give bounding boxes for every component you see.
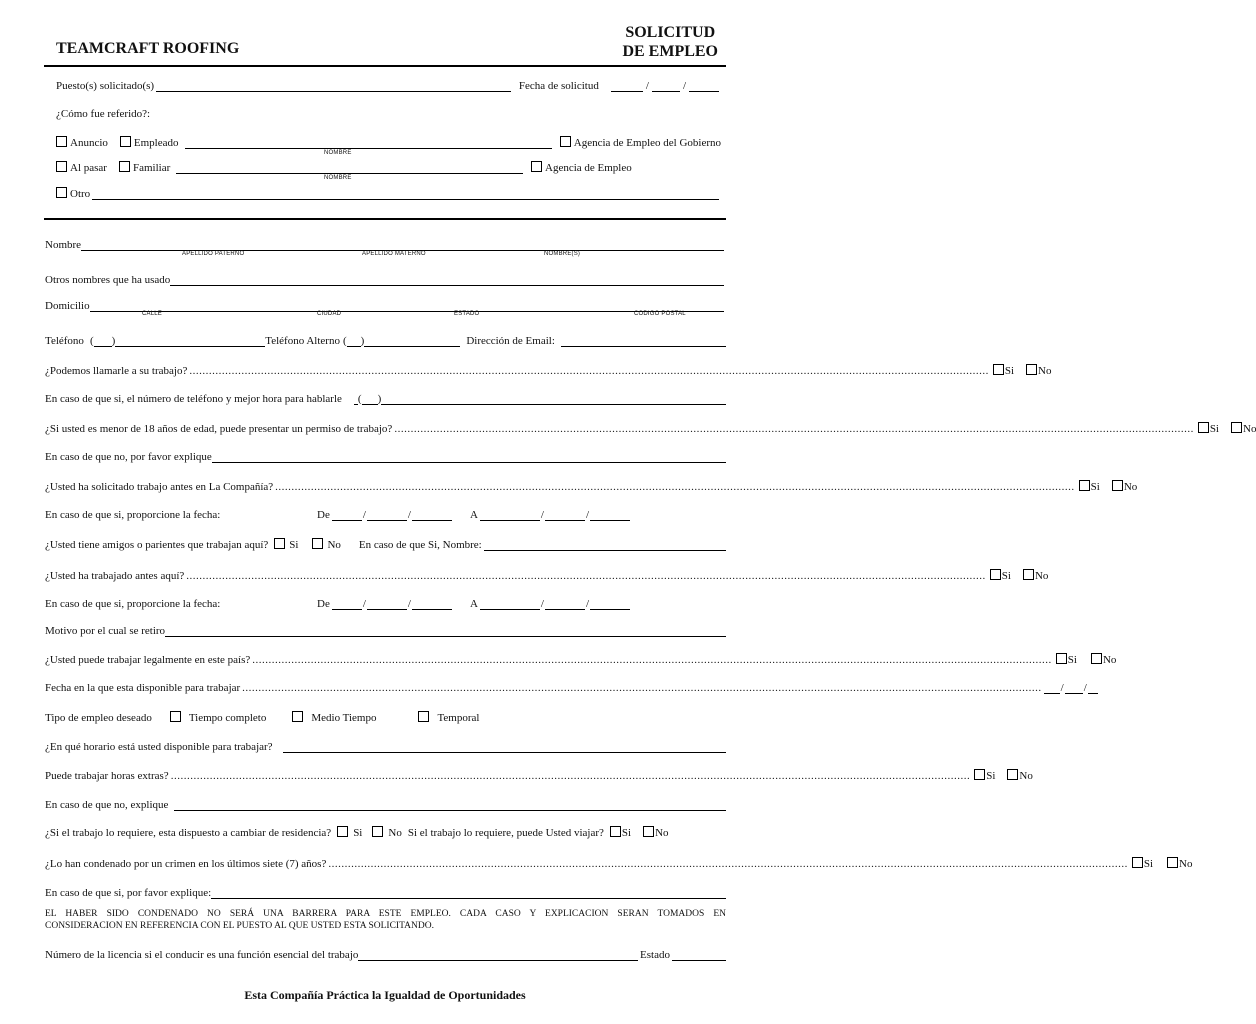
license-row	[45, 945, 726, 961]
license-state-field[interactable]	[672, 949, 726, 961]
applied-before-row	[45, 477, 1138, 493]
no-label: No	[1019, 770, 1033, 782]
email-field[interactable]	[561, 335, 726, 347]
travel-question: Si el trabajo lo requiere, puede Usted viajar?	[407, 827, 604, 839]
al-pasar-label: Al pasar	[70, 162, 107, 174]
position-label: Puesto(s) solicitado(s)	[56, 80, 155, 92]
travel-si-checkbox[interactable]	[610, 826, 621, 837]
travel-no-checkbox[interactable]	[643, 826, 654, 837]
date-separator: /	[645, 80, 649, 92]
friends-si-checkbox[interactable]	[274, 538, 285, 549]
no-label: No	[1243, 423, 1256, 435]
leader-dots: ......................................................................................................................................................................................................................................................	[252, 654, 1052, 666]
no-label: No	[1123, 481, 1138, 493]
phone-area-open: (	[89, 335, 94, 347]
nombres-sublabel: NOMBRE(S)	[544, 251, 581, 257]
alt-phone-area-open: (	[342, 335, 347, 347]
convicted-explain-field[interactable]	[211, 887, 726, 899]
anuncio-label: Anuncio	[70, 137, 108, 149]
no-label: No	[388, 827, 402, 839]
other-names-label: Otros nombres que ha usado	[45, 274, 171, 286]
alt-phone-area-code[interactable]	[347, 335, 361, 347]
si-label: Si	[1143, 858, 1154, 870]
no-label: No	[1034, 570, 1049, 582]
leader-dots: ......................................................................................................................................................................................................................................................	[186, 570, 986, 582]
conviction-note-line-1: EL HABER SIDO CONDENADO NO SERÁ UNA BARRERA PARA ESTE EMPLEO. CADA CASO Y EXPLICACION SERAN TOMADOS EN	[45, 909, 726, 919]
convicted-explain-label: En caso de que si, por favor explique:	[45, 887, 212, 899]
phone-field[interactable]	[115, 335, 265, 347]
application-date-month[interactable]	[611, 80, 643, 92]
available-date-row	[45, 678, 1087, 694]
si-label: Si	[289, 539, 299, 551]
overtime-si-checkbox[interactable]	[974, 769, 985, 780]
agencia-gobierno-label: Agencia de Empleo del Gobierno	[573, 137, 721, 149]
worked-to-year[interactable]	[590, 598, 630, 610]
date-separator: /	[1060, 682, 1064, 694]
applied-from-year[interactable]	[412, 509, 452, 521]
leader-dots: ......................................................................................................................................................................................................................................................	[242, 682, 1042, 694]
codigo-postal-sublabel: CODIGO POSTAL	[634, 311, 686, 317]
phone-row	[45, 331, 726, 347]
available-day[interactable]	[1065, 682, 1083, 694]
license-field[interactable]	[358, 949, 638, 961]
reason-left-label: Motivo por el cual se retiro	[45, 625, 166, 637]
date-separator: /	[1083, 682, 1087, 694]
applied-to-month[interactable]	[480, 509, 540, 521]
familiar-checkbox[interactable]	[119, 161, 130, 172]
relocate-row	[45, 823, 726, 839]
leader-dots: ......................................................................................................................................................................................................................................................	[275, 481, 1075, 493]
applied-to-year[interactable]	[590, 509, 630, 521]
convicted-si-checkbox[interactable]	[1132, 857, 1143, 868]
applied-from-month[interactable]	[332, 509, 362, 521]
license-state-label: Estado	[640, 949, 670, 961]
overtime-explain-field[interactable]	[174, 799, 726, 811]
date-separator: /	[682, 80, 686, 92]
minor-question: ¿Si usted es menor de 18 años de edad, puede presentar un permiso de trabajo?	[45, 423, 393, 435]
referral-question-row	[56, 104, 721, 120]
empleado-name-sublabel: NOMBRE	[324, 150, 352, 156]
full-time-label: Tiempo completo	[188, 712, 267, 724]
phone-area-code[interactable]	[94, 335, 112, 347]
empleado-name-field[interactable]	[185, 137, 552, 149]
job-type-row	[45, 708, 726, 724]
worked-from-year[interactable]	[412, 598, 452, 610]
minor-no-checkbox[interactable]	[1231, 422, 1242, 433]
agencia-gobierno-checkbox[interactable]	[560, 136, 571, 147]
worked-from-month[interactable]	[332, 598, 362, 610]
si-label: Si	[1067, 654, 1077, 666]
date-separator: /	[540, 509, 544, 521]
conviction-note-line-2: CONSIDERACION EN REFERENCIA CON EL PUESTO AL QUE USTED ESTA SOLICITANDO.	[45, 921, 434, 931]
familiar-name-sublabel: NOMBRE	[324, 175, 352, 181]
agencia-checkbox[interactable]	[531, 161, 542, 172]
title-line-2: DE EMPLEO	[622, 43, 718, 60]
worked-dates-label: En caso de que si, proporcione la fecha:	[45, 598, 221, 610]
agencia-label: Agencia de Empleo	[545, 162, 632, 174]
applied-before-si-checkbox[interactable]	[1079, 480, 1090, 491]
convicted-no-checkbox[interactable]	[1167, 857, 1178, 868]
referral-question: ¿Cómo fue referido?:	[56, 108, 151, 120]
no-label: No	[1102, 654, 1117, 666]
part-time-checkbox[interactable]	[292, 711, 303, 722]
alt-phone-field[interactable]	[364, 335, 460, 347]
paren-close: )	[377, 393, 382, 405]
overtime-row	[45, 766, 1033, 782]
document-title	[622, 23, 718, 61]
worked-to-day[interactable]	[545, 598, 585, 610]
convicted-question: ¿Lo han condenado por un crimen en los últimos siete (7) años?	[45, 858, 327, 870]
legal-work-no-checkbox[interactable]	[1091, 653, 1102, 664]
temporary-label: Temporal	[437, 712, 480, 724]
worked-before-no-checkbox[interactable]	[1023, 569, 1034, 580]
legal-work-question: ¿Usted puede trabajar legalmente en este país?	[45, 654, 251, 666]
relocate-question: ¿Si el trabajo lo requiere, esta dispuesto a cambiar de residencia?	[45, 827, 332, 839]
friends-question: ¿Usted tiene amigos o parientes que trabajan aquí?	[45, 539, 269, 551]
friends-name-field[interactable]	[484, 539, 726, 551]
minor-row	[45, 419, 1256, 435]
no-label: No	[1038, 365, 1052, 377]
leader-dots: ......................................................................................................................................................................................................................................................	[394, 423, 1194, 435]
empleado-checkbox[interactable]	[120, 136, 131, 147]
overtime-explain-row	[45, 795, 726, 811]
referral-row-2	[56, 158, 721, 174]
other-names-row	[45, 270, 726, 286]
name-field[interactable]	[81, 239, 724, 251]
schedule-field[interactable]	[283, 741, 726, 753]
familiar-name-field[interactable]	[176, 162, 523, 174]
application-date-day[interactable]	[652, 80, 680, 92]
call-work-no-checkbox[interactable]	[1026, 364, 1037, 375]
call-work-row	[45, 361, 1052, 377]
applied-to-day[interactable]	[545, 509, 585, 521]
call-work-area-code[interactable]	[362, 393, 378, 405]
available-month[interactable]	[1044, 682, 1060, 694]
si-label: Si	[621, 827, 632, 839]
date-separator: /	[362, 509, 366, 521]
legal-work-si-checkbox[interactable]	[1056, 653, 1067, 664]
call-work-question: ¿Podemos llamarle a su trabajo?	[45, 365, 188, 377]
leader-dots: ......................................................................................................................................................................................................................................................	[328, 858, 1128, 870]
name-row	[45, 235, 726, 251]
friends-row	[45, 535, 726, 551]
from-label: De	[317, 509, 330, 521]
phone-label: Teléfono	[45, 335, 84, 347]
no-label: No	[1179, 858, 1193, 870]
no-label: No	[327, 539, 341, 551]
to-label: A	[469, 509, 478, 521]
referral-row-1	[56, 133, 721, 149]
si-label: Si	[1004, 365, 1015, 377]
calle-sublabel: CALLE	[142, 311, 163, 317]
alt-phone-area-close: )	[360, 335, 365, 347]
relocate-no-checkbox[interactable]	[372, 826, 383, 837]
si-label: Si	[353, 827, 363, 839]
title-line-1: SOLICITUD	[625, 24, 716, 41]
available-date-label: Fecha en la que esta disponible para trabajar	[45, 682, 241, 694]
schedule-question: ¿En qué horario está usted disponible para trabajar?	[45, 741, 273, 753]
license-label: Número de la licencia si el conducir es una función esencial del trabajo	[45, 949, 359, 961]
other-names-field[interactable]	[170, 274, 724, 286]
address-label: Domicilio	[45, 300, 90, 312]
position-row	[56, 76, 721, 92]
otro-field[interactable]	[92, 188, 719, 200]
leader-dots: ......................................................................................................................................................................................................................................................	[189, 365, 989, 377]
legal-work-row	[45, 650, 1117, 666]
phone-area-close: )	[111, 335, 116, 347]
anuncio-checkbox[interactable]	[56, 136, 67, 147]
paren-open: (	[357, 393, 362, 405]
job-type-label: Tipo de empleo deseado	[45, 712, 152, 724]
friends-name-label: En caso de que Si, Nombre:	[358, 539, 482, 551]
date-separator: /	[362, 598, 366, 610]
applied-before-no-checkbox[interactable]	[1112, 480, 1123, 491]
minor-explain-row	[45, 447, 726, 463]
application-date-year[interactable]	[689, 80, 719, 92]
minor-explain-label: En caso de que no, por favor explique	[45, 451, 212, 463]
call-work-phone-field[interactable]	[381, 393, 726, 405]
worked-from-day[interactable]	[367, 598, 407, 610]
section-rule	[44, 218, 726, 220]
apellido-materno-sublabel: APELLIDO MATERNO	[362, 251, 426, 257]
ciudad-sublabel: CIUDAD	[317, 311, 342, 317]
overtime-question: Puede trabajar horas extras?	[45, 770, 169, 782]
relocate-si-checkbox[interactable]	[337, 826, 348, 837]
schedule-row	[45, 737, 726, 753]
address-field[interactable]	[90, 300, 724, 312]
date-separator: /	[585, 509, 590, 521]
overtime-explain-label: En caso de que no, explique	[45, 799, 169, 811]
call-work-si-checkbox[interactable]	[993, 364, 1004, 375]
leader-dots: ......................................................................................................................................................................................................................................................	[170, 770, 971, 782]
header-rule	[44, 65, 726, 67]
applied-dates-label: En caso de que si, proporcione la fecha:	[45, 509, 221, 521]
overtime-no-checkbox[interactable]	[1007, 769, 1018, 780]
position-field[interactable]	[156, 80, 511, 92]
convicted-row	[45, 854, 1193, 870]
date-separator: /	[585, 598, 590, 610]
date-separator: /	[407, 598, 411, 610]
estado-sublabel: ESTADO	[454, 311, 480, 317]
reason-left-field[interactable]	[165, 625, 726, 637]
minor-explain-field[interactable]	[212, 451, 726, 463]
si-label: Si	[1001, 570, 1011, 582]
date-separator: /	[540, 598, 544, 610]
applied-before-question: ¿Usted ha solicitado trabajo antes en La Compañía?	[45, 481, 274, 493]
al-pasar-checkbox[interactable]	[56, 161, 67, 172]
worked-before-si-checkbox[interactable]	[990, 569, 1001, 580]
part-time-label: Medio Tiempo	[311, 712, 377, 724]
referral-row-3	[56, 184, 721, 200]
full-time-checkbox[interactable]	[170, 711, 181, 722]
address-row	[45, 296, 726, 312]
worked-to-month[interactable]	[480, 598, 540, 610]
applied-from-day[interactable]	[367, 509, 407, 521]
application-date-label: Fecha de solicitud	[518, 80, 599, 92]
apellido-paterno-sublabel: APELLIDO PATERNO	[182, 251, 245, 257]
worked-dates-row	[45, 594, 726, 610]
equal-opportunity-footer: Esta Compañía Práctica la Igualdad de Oportunidades	[244, 988, 526, 1002]
alt-phone-label: Teléfono Alterno	[265, 335, 340, 347]
convicted-explain-row	[45, 883, 726, 899]
temporary-checkbox[interactable]	[418, 711, 429, 722]
empleado-label: Empleado	[133, 137, 179, 149]
familiar-label: Familiar	[132, 162, 171, 174]
si-label: Si	[986, 770, 996, 782]
otro-label: Otro	[70, 188, 91, 200]
available-year[interactable]	[1088, 682, 1098, 694]
worked-before-row	[45, 566, 1049, 582]
email-label: Dirección de Email:	[466, 335, 555, 347]
minor-si-checkbox[interactable]	[1198, 422, 1209, 433]
call-work-phone-label: En caso de que si, el número de teléfono y mejor hora para hablarle	[45, 393, 342, 405]
company-name: TEAMCRAFT ROOFING	[56, 40, 240, 57]
applied-dates-row	[45, 505, 726, 521]
name-label: Nombre	[45, 239, 82, 251]
friends-no-checkbox[interactable]	[312, 538, 323, 549]
call-work-phone-row	[45, 389, 726, 405]
to-label: A	[469, 598, 478, 610]
otro-checkbox[interactable]	[56, 187, 67, 198]
date-separator: /	[407, 509, 411, 521]
no-label: No	[655, 827, 669, 839]
from-label: De	[317, 598, 330, 610]
worked-before-question: ¿Usted ha trabajado antes aquí?	[45, 570, 185, 582]
si-label: Si	[1090, 481, 1100, 493]
reason-left-row	[45, 621, 726, 637]
si-label: Si	[1209, 423, 1219, 435]
